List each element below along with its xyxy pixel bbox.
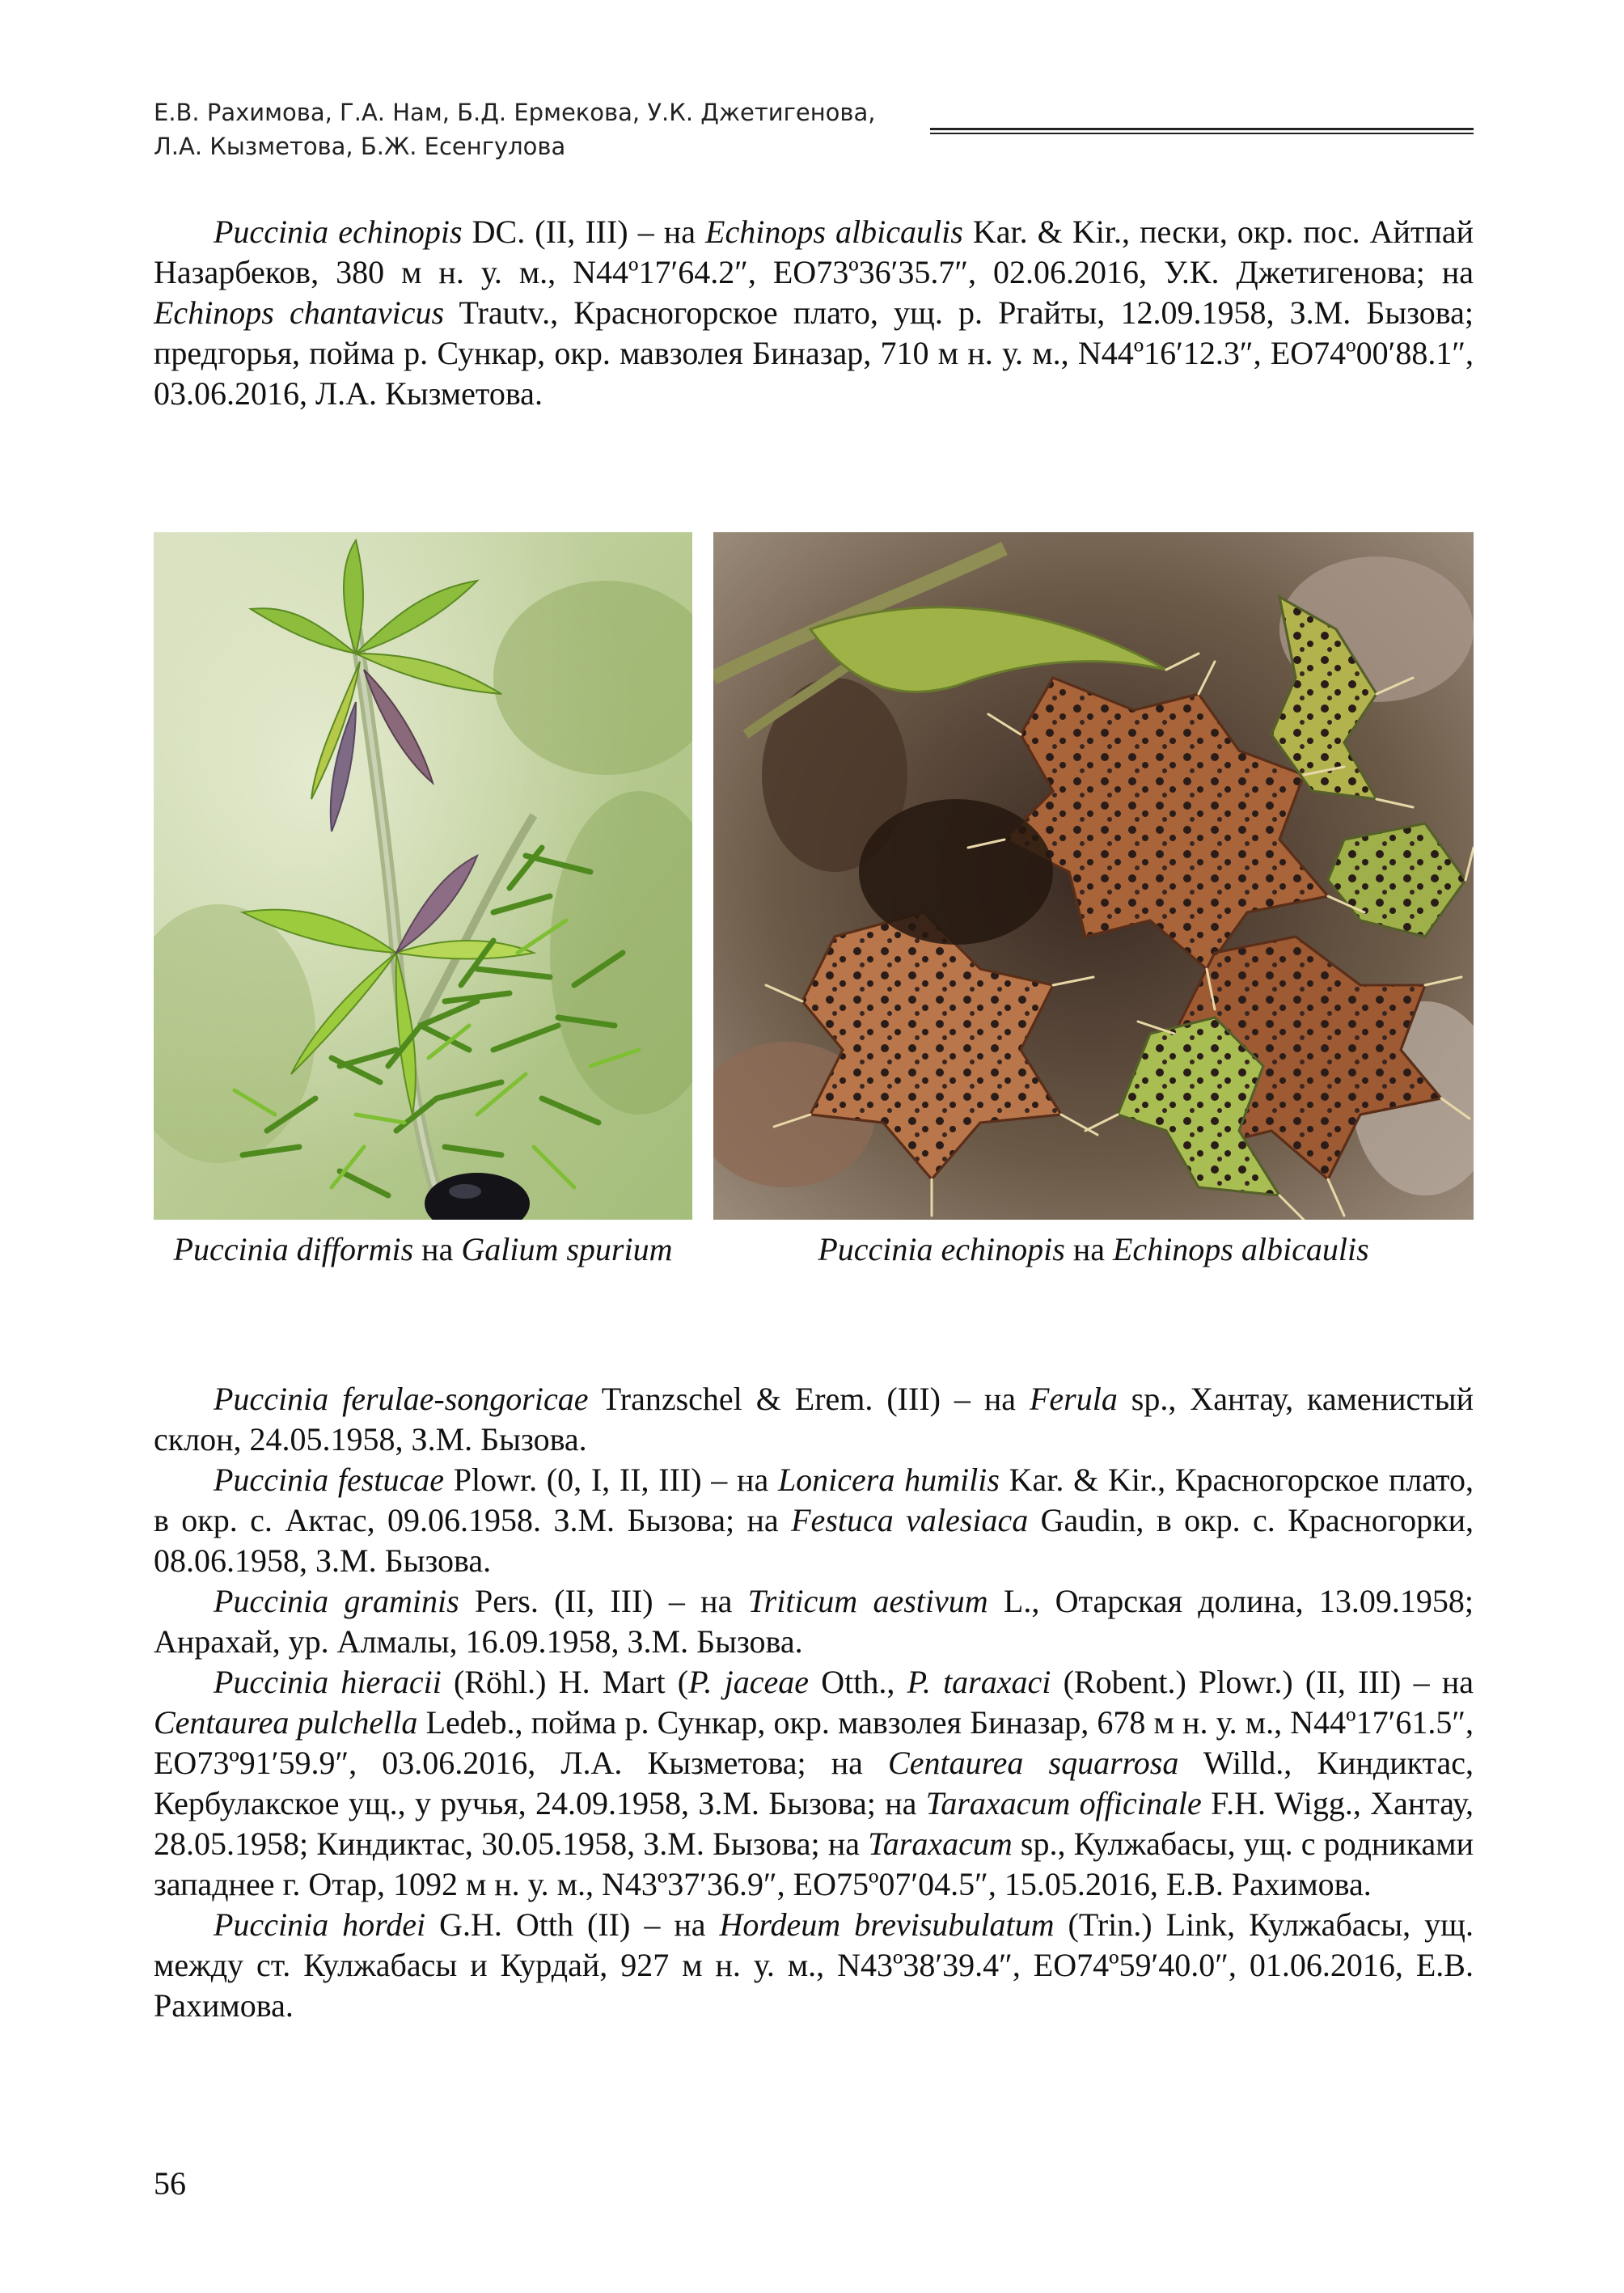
running-header-authors [154, 95, 930, 163]
paragraph-block-lower [154, 1379, 1474, 2026]
paragraph-text: (Robent.) Plowr.) (II, III) – на [1051, 1664, 1474, 1700]
host-name: Centaurea pulchella [154, 1704, 418, 1741]
paragraph-text: Gaudin, в окр. с. Красногорки, 08.06.1958, З.М. Бызова. [154, 1502, 1474, 1579]
caption-species: Puccinia echinopis [818, 1231, 1065, 1267]
host-name: Taraxacum [868, 1826, 1013, 1862]
host-name: Triticum aestivum [747, 1583, 988, 1619]
figure-caption-right [713, 1229, 1474, 1270]
paragraph-text: DC. (II, III) – на [462, 214, 706, 250]
paragraph-text: Tranzschel & Erem. (III) – на [588, 1381, 1030, 1417]
paragraph-text: sp., Кулжабасы, ущ. с родниками западнее г. Отар, 1092 м н. у. м., N43º37′36.9″, EO75º07′04.5″, 15.05.2016, Е.В. Рахимова. [154, 1826, 1474, 1902]
paragraph-puccinia-ferulae-songoricae [154, 1379, 1474, 1460]
paragraph-puccinia-hieracii [154, 1662, 1474, 1905]
paragraph-text: Kar. & Kir., Красногорское плато, в окр. с. Актас, 09.06.1958. З.М. Бызова; на [154, 1462, 1474, 1538]
header-authors-line-1: Е.В. Рахимова, Г.А. Нам, Б.Д. Ермекова, У.К. Джетигенова, [154, 99, 876, 126]
paragraph-puccinia-echinopis [154, 212, 1474, 414]
paragraph-text: Trautv., Красногорское плато, ущ. р. Ргайты, 12.09.1958, З.М. Бызова; предгорья, пойма р. Сункар, окр. мавзолея Биназар, 710 м н. у. м., N44º16′12.3″, EO74º00′88.1″, 03.06.2016, Л.А. Кызметова. [154, 294, 1474, 412]
species-name: Puccinia graminis [214, 1583, 459, 1619]
synonym-name: P. taraxaci [907, 1664, 1051, 1700]
paragraph-text: Pers. (II, III) – на [459, 1583, 748, 1619]
header-double-rule [930, 128, 1474, 136]
paragraph-text: (Trin.) Link, Кулжабасы, ущ. между ст. Кулжабасы и Курдай, 927 м н. у. м., N43º38′39.4″, EO74º59′40.0″, 01.06.2016, Е.В. Рахимова. [154, 1906, 1474, 2024]
header-authors-line-2: Л.А. Кызметова, Б.Ж. Есенгулова [154, 133, 566, 160]
paragraph-text: Otth., [809, 1664, 907, 1700]
figure-photo-puccinia-echinopis [713, 532, 1474, 1220]
paragraph-puccinia-festucae [154, 1460, 1474, 1581]
caption-preposition: на [1064, 1231, 1113, 1267]
page-number: 56 [154, 2165, 186, 2202]
plant-photo-echinops [713, 532, 1474, 1220]
plant-photo-galium [154, 532, 692, 1220]
paragraph-puccinia-graminis [154, 1581, 1474, 1662]
paragraph-text: (Röhl.) H. Mart ( [441, 1664, 689, 1700]
header-rule-thick [930, 128, 1474, 130]
paragraph-text: Plowr. (0, I, II, III) – на [443, 1462, 778, 1498]
paragraph-puccinia-hordei [154, 1905, 1474, 2026]
host-name: Echinops albicaulis [705, 214, 963, 250]
host-name: Hordeum brevisubulatum [719, 1906, 1055, 1943]
caption-preposition: на [413, 1231, 462, 1267]
paragraph-text: Kar. & Kir., пески, окр. пос. Айтпай Назарбеков, 380 м н. у. м., N44º17′64.2″, EO73º36′35.7″, 02.06.2016, У.К. Джетигенова; на [154, 214, 1474, 290]
synonym-name: P. jaceae [688, 1664, 809, 1700]
host-name: Festuca valesiaca [791, 1502, 1029, 1538]
host-name: Taraxacum officinale [925, 1785, 1202, 1821]
species-name: Puccinia hieracii [214, 1664, 442, 1700]
paragraph-text: L., Отарская долина, 13.09.1958; Анрахай, ур. Алмалы, 16.09.1958, З.М. Бызова. [154, 1583, 1474, 1660]
species-name: Puccinia echinopis [214, 214, 463, 250]
header-rule-thin [930, 133, 1474, 134]
species-name: Puccinia ferulae-songoricae [214, 1381, 589, 1417]
species-name: Puccinia hordei [214, 1906, 426, 1943]
paragraph-text: sp., Хантау, каменистый склон, 24.05.1958, З.М. Бызова. [154, 1381, 1474, 1457]
figure-photo-puccinia-difformis [154, 532, 692, 1220]
host-name: Centaurea squarrosa [888, 1745, 1179, 1781]
host-name: Ferula [1029, 1381, 1118, 1417]
caption-species: Puccinia difformis [173, 1231, 414, 1267]
caption-host: Echinops albicaulis [1113, 1231, 1369, 1267]
paragraph-text: G.H. Otth (II) – на [425, 1906, 720, 1943]
paragraph-text: F.H. Wigg., Хантау, 28.05.1958; Киндиктас, 30.05.1958, З.М. Бызова; на [154, 1785, 1474, 1862]
paragraph-text: Willd., Киндиктас, Кербулакское ущ., у ручья, 24.09.1958, З.М. Бызова; на [154, 1745, 1474, 1821]
paragraph-text: Ledeb., пойма р. Сункар, окр. мавзолея Биназар, 678 м н. у. м., N44º17′61.5″, EO73º91′59.9″, 03.06.2016, Л.А. Кызметова; на [154, 1704, 1474, 1781]
host-name: Lonicera humilis [777, 1462, 1000, 1498]
species-name: Puccinia festucae [214, 1462, 444, 1498]
figure-caption-left [154, 1229, 692, 1270]
caption-host: Galium spurium [461, 1231, 673, 1267]
host-name: Echinops chantavicus [154, 294, 445, 331]
